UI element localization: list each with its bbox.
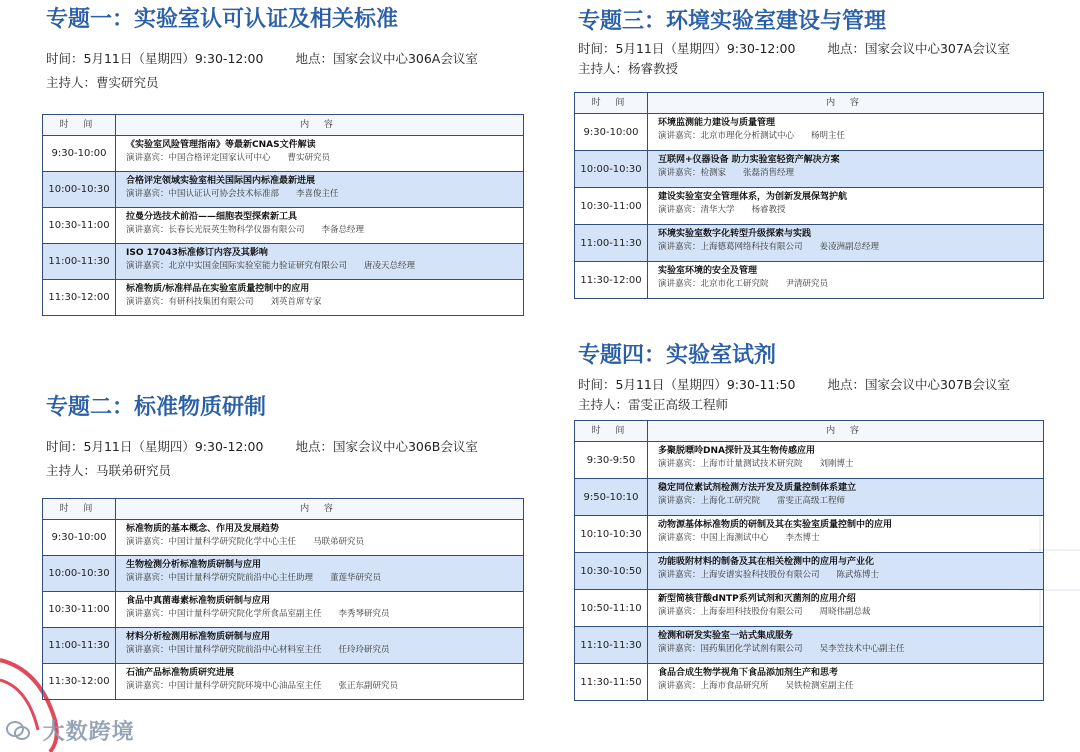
row-topic: 互联网+仪器设备 助力实验室轻资产解决方案 — [658, 155, 840, 165]
row-speaker: 演讲嘉宾：上海化工研究院 雷雯正高级工程师 — [658, 496, 846, 506]
table-header — [575, 93, 1043, 114]
schedule-table-2 — [42, 498, 524, 700]
row-time: 10:00-10:30 — [43, 172, 116, 207]
section-host: 主持人：曹实研究员 — [46, 75, 159, 90]
section-time: 时间：5月11日（星期四）9:30-12:00 — [46, 51, 264, 66]
content-column-header: 内 容 — [826, 98, 865, 108]
schedule-table-3 — [574, 92, 1044, 299]
row-time: 9:30-10:00 — [575, 114, 648, 150]
table-row — [575, 114, 1043, 151]
time-column-header: 时 间 — [575, 421, 648, 441]
row-speaker: 演讲嘉宾：国药集团化学试剂有限公司 吴李笠技术中心副主任 — [658, 644, 905, 654]
content-column-header: 内 容 — [300, 120, 339, 130]
watermark — [6, 715, 135, 746]
row-speaker: 演讲嘉宾：上海市计量测试技术研究院 刘刚博士 — [658, 459, 854, 469]
table-row — [575, 442, 1043, 479]
table-row — [575, 262, 1043, 298]
row-time: 11:00-11:30 — [43, 244, 116, 279]
section-meta — [578, 40, 1010, 58]
row-speaker: 演讲嘉宾：中国计量科学研究院环境中心油品室主任 张正东副研究员 — [126, 681, 399, 691]
section-host: 主持人：杨睿教授 — [578, 61, 679, 76]
row-speaker: 演讲嘉宾：中国计量科学研究院化学所食品室副主任 李秀琴研究员 — [126, 609, 390, 619]
table-row — [43, 520, 523, 556]
section-time: 时间：5月11日（星期四）9:30-12:00 — [578, 41, 796, 56]
row-speaker: 演讲嘉宾：中国计量科学研究院化学中心主任 马联弟研究员 — [126, 537, 365, 547]
section-time: 时间：5月11日（星期四）9:30-12:00 — [46, 439, 264, 454]
watermark-logo-icon — [6, 720, 30, 742]
table-header — [43, 499, 523, 520]
row-time: 11:00-11:30 — [43, 628, 116, 663]
row-speaker: 演讲嘉宾：长春长光辰英生物科学仪器有限公司 李备总经理 — [126, 225, 365, 235]
table-row — [575, 151, 1043, 188]
row-speaker: 演讲嘉宾：中国上海测试中心 李杰博士 — [658, 533, 820, 543]
table-row — [575, 225, 1043, 262]
section-meta — [578, 376, 1010, 394]
section-meta — [46, 50, 478, 68]
row-topic: 标准物质/标准样品在实验室质量控制中的应用 — [126, 284, 310, 294]
section-place: 地点：国家会议中心306A会议室 — [295, 51, 478, 66]
row-speaker: 演讲嘉宾：北京市化工研究院 尹清研究员 — [658, 279, 829, 289]
row-speaker: 演讲嘉宾：上海泰坦科技股份有限公司 周晓伟副总裁 — [658, 607, 871, 617]
row-speaker: 演讲嘉宾：中国计量科学研究院前沿中心材料室主任 任玲玲研究员 — [126, 645, 390, 655]
table-row — [575, 590, 1043, 627]
section-3 — [578, 8, 1010, 78]
row-time: 10:00-10:30 — [43, 556, 116, 591]
row-topic: 合格评定领域实验室相关国际国内标准最新进展 — [126, 176, 316, 186]
table-row — [43, 664, 523, 699]
table-row — [575, 553, 1043, 590]
section-meta — [46, 438, 478, 456]
row-topic: 《实验室风险管理指南》等最新CNAS文件解读 — [126, 140, 316, 150]
table-row — [575, 664, 1043, 700]
time-column-header: 时 间 — [575, 93, 648, 113]
section-title: 专题一：实验室认可认证及相关标准 — [46, 7, 399, 32]
table-row — [575, 627, 1043, 664]
row-topic: 石油产品标准物质研究进展 — [126, 668, 235, 678]
row-topic: ISO 17043标准修订内容及其影响 — [126, 248, 268, 258]
table-header — [43, 115, 523, 136]
schedule-table-1 — [42, 114, 524, 316]
row-time: 10:30-10:50 — [575, 553, 648, 589]
row-topic: 功能吸附材料的制备及其在相关检测中的应用与产业化 — [658, 557, 875, 567]
section-1 — [46, 6, 478, 92]
row-time: 10:00-10:30 — [575, 151, 648, 187]
row-topic: 生物检测分析标准物质研制与应用 — [126, 560, 262, 570]
section-title: 专题四：实验室试剂 — [578, 343, 777, 368]
row-topic: 环境实验室数字化转型升级探索与实践 — [658, 229, 812, 239]
table-row — [43, 208, 523, 244]
row-topic: 拉曼分选技术前沿——细胞表型探索新工具 — [126, 212, 298, 222]
row-speaker: 演讲嘉宾：中国计量科学研究院前沿中心主任助理 董莲华研究员 — [126, 573, 382, 583]
row-topic: 材料分析检测用标准物质研制与应用 — [126, 632, 271, 642]
section-4 — [578, 342, 1010, 414]
row-speaker: 演讲嘉宾：上海市食品研究所 吴铁检测室副主任 — [658, 681, 854, 691]
row-time: 9:30-10:00 — [43, 520, 116, 555]
table-header — [575, 421, 1043, 442]
row-time: 10:30-11:00 — [43, 592, 116, 627]
row-speaker: 演讲嘉宾：清华大学 杨睿教授 — [658, 205, 786, 215]
table-row — [575, 516, 1043, 553]
row-speaker: 演讲嘉宾：上海安谱实验科技股份有限公司 陈武炼博士 — [658, 570, 880, 580]
table-row — [43, 628, 523, 664]
row-time: 11:00-11:30 — [575, 225, 648, 261]
row-time: 9:50-10:10 — [575, 479, 648, 515]
row-time: 11:10-11:30 — [575, 627, 648, 663]
row-time: 9:30-9:50 — [575, 442, 648, 478]
row-time: 9:30-10:00 — [43, 136, 116, 171]
table-row — [43, 280, 523, 315]
content-column-header: 内 容 — [300, 504, 339, 514]
row-speaker: 演讲嘉宾：中国认证认可协会技术标准部 李喜俊主任 — [126, 189, 339, 199]
row-time: 11:30-12:00 — [43, 664, 116, 699]
row-time: 10:10-10:30 — [575, 516, 648, 552]
row-time: 10:50-11:10 — [575, 590, 648, 626]
row-speaker: 演讲嘉宾：北京市理化分析测试中心 杨明主任 — [658, 131, 846, 141]
table-row — [575, 188, 1043, 225]
row-time: 10:30-11:00 — [575, 188, 648, 224]
table-row — [43, 172, 523, 208]
row-speaker: 演讲嘉宾：北京中实国金国际实验室能力验证研究有限公司 唐凌天总经理 — [126, 261, 416, 271]
time-column-header: 时 间 — [43, 499, 116, 519]
section-host: 主持人：马联弟研究员 — [46, 463, 172, 478]
row-topic: 建设实验室安全管理体系，为创新发展保驾护航 — [658, 192, 848, 202]
row-topic: 检测和研发实验室一站式集成服务 — [658, 631, 794, 641]
row-topic: 动物源基体标准物质的研制及其在实验室质量控制中的应用 — [658, 520, 893, 530]
row-speaker: 演讲嘉宾：检测家 张磊消售经理 — [658, 168, 795, 178]
table-row — [43, 556, 523, 592]
row-time: 11:30-11:50 — [575, 664, 648, 700]
row-topic: 新型简核苷酸dNTP系列试剂和灭菌剂的应用介绍 — [658, 594, 856, 604]
row-topic: 实验室环境的安全及管理 — [658, 266, 758, 276]
row-topic: 稳定同位素试剂检测方法开发及质量控制体系建立 — [658, 483, 857, 493]
time-column-header: 时 间 — [43, 115, 116, 135]
watermark-text: 大数跨境 — [42, 720, 135, 745]
table-row — [43, 136, 523, 172]
schedule-table-4 — [574, 420, 1044, 701]
row-topic: 环境监测能力建设与质量管理 — [658, 118, 776, 128]
row-topic: 食品合成生物学视角下食品添加剂生产和思考 — [658, 668, 839, 678]
table-row — [43, 244, 523, 280]
section-title: 专题三：环境实验室建设与管理 — [578, 9, 887, 34]
table-row — [43, 592, 523, 628]
section-place: 地点：国家会议中心307B会议室 — [827, 377, 1010, 392]
row-topic: 食品中真菌毒素标准物质研制与应用 — [126, 596, 271, 606]
row-speaker: 演讲嘉宾：中国合格评定国家认可中心 曹实研究员 — [126, 153, 331, 163]
row-topic: 多聚脱嘌呤DNA探针及其生物传感应用 — [658, 446, 815, 456]
table-row — [575, 479, 1043, 516]
section-place: 地点：国家会议中心307A会议室 — [827, 41, 1010, 56]
section-title: 专题二：标准物质研制 — [46, 395, 267, 420]
row-speaker: 演讲嘉宾：有研科技集团有限公司 刘英首席专家 — [126, 297, 322, 307]
row-time: 10:30-11:00 — [43, 208, 116, 243]
content-column-header: 内 容 — [826, 426, 865, 436]
row-topic: 标准物质的基本概念、作用及发展趋势 — [126, 524, 280, 534]
section-time: 时间：5月11日（星期四）9:30-11:50 — [578, 377, 796, 392]
row-time: 11:30-12:00 — [575, 262, 648, 298]
row-speaker: 演讲嘉宾：上海德葛网络科技有限公司 姜凌洲副总经理 — [658, 242, 880, 252]
section-host: 主持人：雷雯正高级工程师 — [578, 397, 729, 412]
section-2 — [46, 394, 478, 480]
section-place: 地点：国家会议中心306B会议室 — [295, 439, 478, 454]
row-time: 11:30-12:00 — [43, 280, 116, 315]
